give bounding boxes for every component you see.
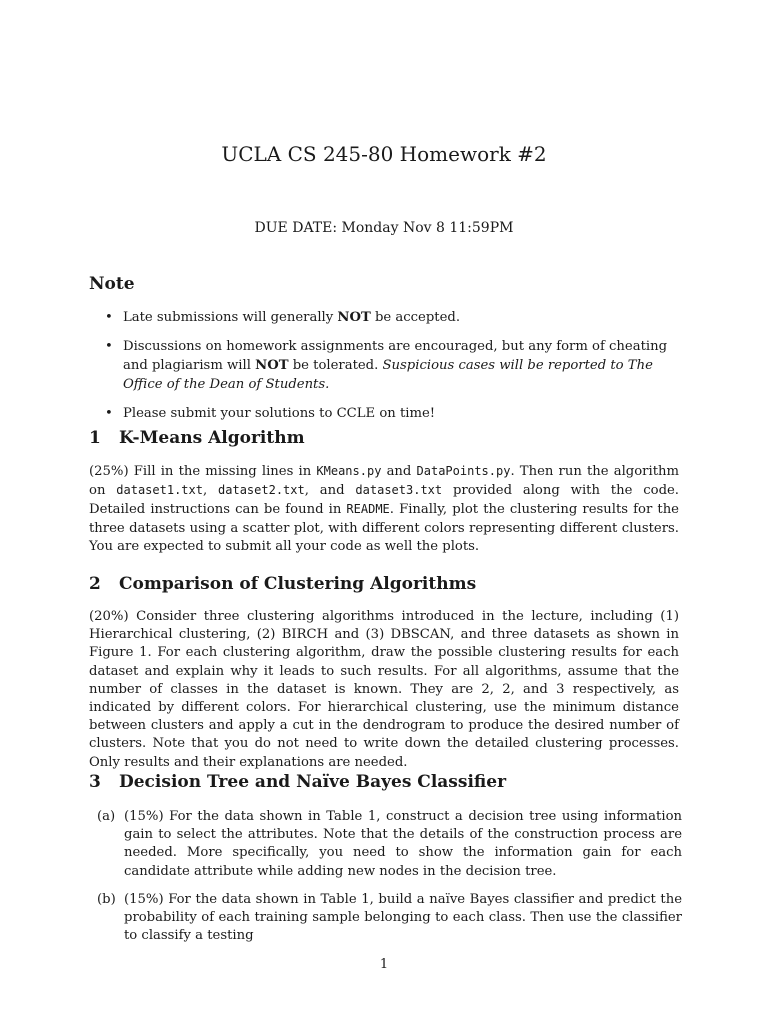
- list-item: (a) (15%) For the data shown in Table 1, construct a decision tree using information gain to select the attributes. Note that the details of the construction process are needed. More specifically, you need to show the information gain for each candidate attribute while adding new nodes in the decision tree.: [97, 809, 682, 879]
- bullet-icon: •: [105, 406, 113, 421]
- section-3-parts: [97, 808, 682, 955]
- list-item: (b) (15%) For the data shown in Table 1, build a naïve Bayes classifier and predict the probability of each training sample belonging to each class. Then use the classifier to classify a testing: [97, 891, 682, 944]
- document-title: UCLA CS 245-80 Homework #2: [221, 142, 547, 166]
- section-2-paragraph: (20%) Consider three clustering algorithms introduced in the lecture, including (1) Hierarchical clustering, (2) BIRCH and (3) DBSCAN, and three datasets as shown in Figure 1. For each clustering algorithm, draw the possible clustering results for each dataset and explain why it leads to such results. For all algorithms, assume that the number of classes in the dataset is known. They are 2, 2, and 3 respectively, as indicated by different colors. For hierarchical clustering, use the minimum distance between clusters and apply a cut in the dendrogram to produce the desired number of clusters. Note that you do not need to write down the detailed clustering processes. Only results and their explanations are needed.: [89, 609, 679, 770]
- note-item: • Discussions on homework assignments are encouraged, but any form of cheating and plagiarism will NOT be tolerated. Suspicious cases will be reported to The Office of the Dean of Students.: [105, 339, 668, 392]
- section-heading-2: 2 Comparison of Clustering Algorithms: [89, 574, 477, 594]
- bullet-icon: •: [105, 339, 113, 354]
- section-heading-3: 3 Decision Tree and Naïve Bayes Classifier: [89, 772, 507, 792]
- note-heading: Note: [89, 274, 135, 294]
- page-number: 1: [379, 957, 389, 972]
- bullet-icon: •: [105, 310, 113, 325]
- section-heading-1: 1 K-Means Algorithm: [89, 428, 305, 448]
- due-date: DUE DATE: Monday Nov 8 11:59PM: [254, 220, 514, 236]
- note-item: • Late submissions will generally NOT be accepted.: [105, 310, 461, 325]
- note-item: • Please submit your solutions to CCLE on time!: [105, 406, 436, 421]
- section-1-paragraph: (25%) Fill in the missing lines in KMeans.py and DataPoints.py. Then run the algorithm on dataset1.txt, dataset2.txt, and dataset3.txt provided along with the code. Detailed instructions can be found in README. Finally, plot the clustering results for the three datasets using a scatter plot, with different colors representing different clusters. You are expected to submit all your code as well the plots.: [89, 464, 680, 554]
- note-list: [105, 308, 685, 433]
